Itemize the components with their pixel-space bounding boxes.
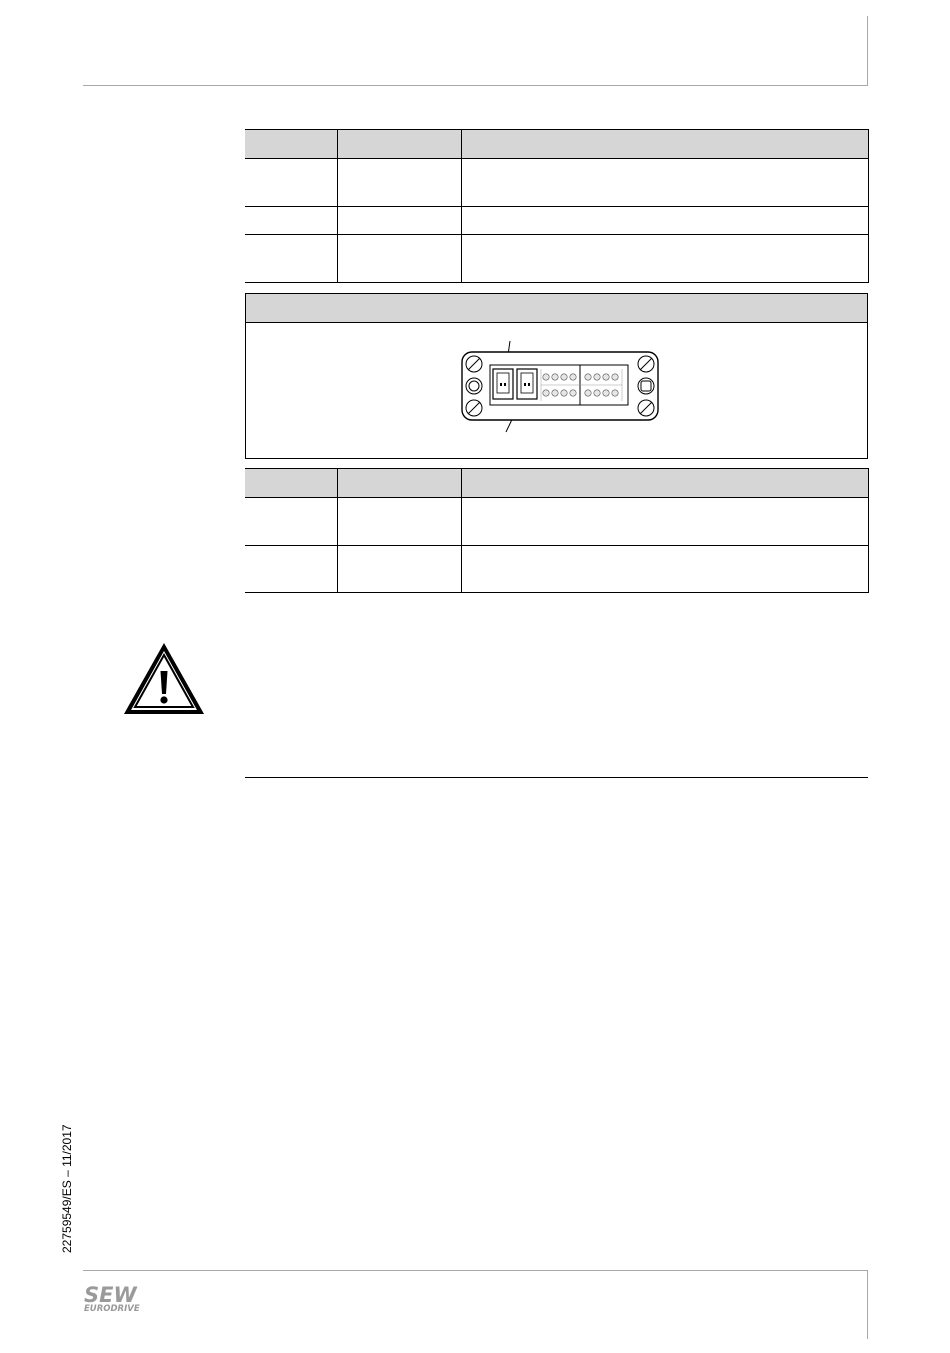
- table-header-row: [245, 469, 868, 498]
- table-header-row: [245, 130, 868, 159]
- document-number-text: 22759549/ES – 11/2017: [60, 1124, 74, 1253]
- table-cell: [461, 159, 868, 207]
- table-cell: [337, 207, 461, 235]
- section-end-rule: [245, 777, 868, 778]
- header-margin-line: [867, 16, 868, 85]
- table-header-cell: [245, 469, 337, 498]
- table-header-cell: [337, 469, 461, 498]
- table-cell: [461, 546, 868, 593]
- sew-eurodrive-logo: [84, 1285, 154, 1321]
- table-cell: [245, 235, 337, 283]
- table-1: [245, 129, 869, 283]
- table-cell: [461, 498, 868, 546]
- table-row: [245, 498, 868, 546]
- table-cell: [337, 546, 461, 593]
- table-cell: [245, 546, 337, 593]
- table-header-cell: [461, 130, 868, 159]
- logo-main-text: SEW: [84, 1283, 137, 1307]
- table-2: [245, 468, 869, 593]
- table-row: [245, 159, 868, 207]
- table-cell: [337, 235, 461, 283]
- warning-triangle-icon: [122, 641, 206, 717]
- logo-sub-text: EURODRIVE: [84, 1304, 140, 1314]
- footer-margin-line: [867, 1270, 868, 1339]
- table-cell: [337, 498, 461, 546]
- table-header-cell: [461, 469, 868, 498]
- header-rule: [83, 85, 868, 86]
- figure-panel: [245, 293, 868, 459]
- table-cell: [337, 159, 461, 207]
- table-cell: [461, 235, 868, 283]
- table-header-cell: [337, 130, 461, 159]
- table-cell: [461, 207, 868, 235]
- table-cell: [245, 498, 337, 546]
- table-cell: [245, 159, 337, 207]
- figure-header: [246, 294, 867, 323]
- table-cell: [245, 207, 337, 235]
- connector-panel-drawing: [460, 337, 660, 437]
- footer-rule: [83, 1270, 868, 1271]
- table-row: [245, 235, 868, 283]
- table-row: [245, 207, 868, 235]
- table-row: [245, 546, 868, 593]
- table-header-cell: [245, 130, 337, 159]
